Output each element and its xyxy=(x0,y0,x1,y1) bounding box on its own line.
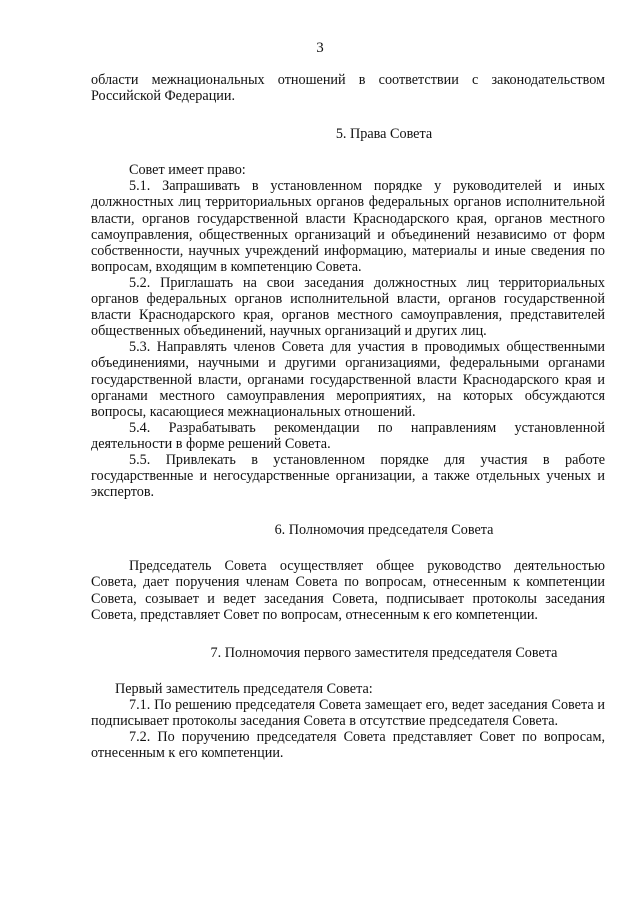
section-5-item-5: 5.5. Привлекать в установленном порядке для участия в работе государственные и негосударственные организации, а также отдельных ученых и экспертов. xyxy=(91,451,605,501)
section-7-lead: Первый заместитель председателя Совета: xyxy=(115,680,373,697)
section-5-lead: Совет имеет право: xyxy=(129,162,246,179)
section-7-item-2: 7.2. По поручению председателя Совета представляет Совет по вопросам, отнесенным к его компетенции. xyxy=(91,729,605,762)
section-5-item-1: 5.1. Запрашивать в установленном порядке у руководителей и иных должностных лиц территориальных органов федеральных органов исполнительной власти, органов государственной власти Краснодарского края, органов местного самоуправления, общественных организаций и объединений независимо от форм собственности, научных учреждений информацию, материалы и иные сведения по вопросам, входящим в компетенцию Совета. xyxy=(91,178,605,275)
section-6-heading: 6. Полномочия председателя Совета xyxy=(274,522,494,539)
section-6-text: Председатель Совета осуществляет общее руководство деятельностью Совета, дает поручения членам Совета по вопросам, отнесенным к компетенции Совета, созывает и ведет заседания Совета, подписывает протоколы заседания Совета, представляет Совет по вопросам, отнесенным к его компетенции. xyxy=(91,558,605,623)
section-7-heading: 7. Полномочия первого заместителя председателя Совета xyxy=(210,644,558,661)
intro-continuation: области межнациональных отношений в соответствии с законодательством Российской Федерации. xyxy=(91,72,605,105)
section-5-item-4: 5.4. Разрабатывать рекомендации по направлениям установленной деятельности в форме решений Совета. xyxy=(91,419,605,452)
section-5-item-3: 5.3. Направлять членов Совета для участия в проводимых общественными объединениями, научными и другими организациями, федеральными органами государственной власти, органами государственной власти Краснодарского края и органами местного самоуправления мероприятиях, на которых обсуждаются вопросы, касающиеся межнациональных отношений. xyxy=(91,339,605,420)
section-5-heading: 5. Права Совета xyxy=(335,126,433,143)
page-number: 3 xyxy=(316,40,324,56)
section-7-item-1: 7.1. По решению председателя Совета замещает его, ведет заседания Совета и подписывает протоколы заседания Совета в отсутствие председателя Совета. xyxy=(91,696,605,729)
section-5-item-2: 5.2. Приглашать на свои заседания должностных лиц территориальных органов федеральных органов исполнительной власти, органов государственной власти Краснодарского края, органов местного самоуправления, представителей общественных объединений, научных организаций и других лиц. xyxy=(91,274,605,340)
document-body xyxy=(91,72,605,761)
